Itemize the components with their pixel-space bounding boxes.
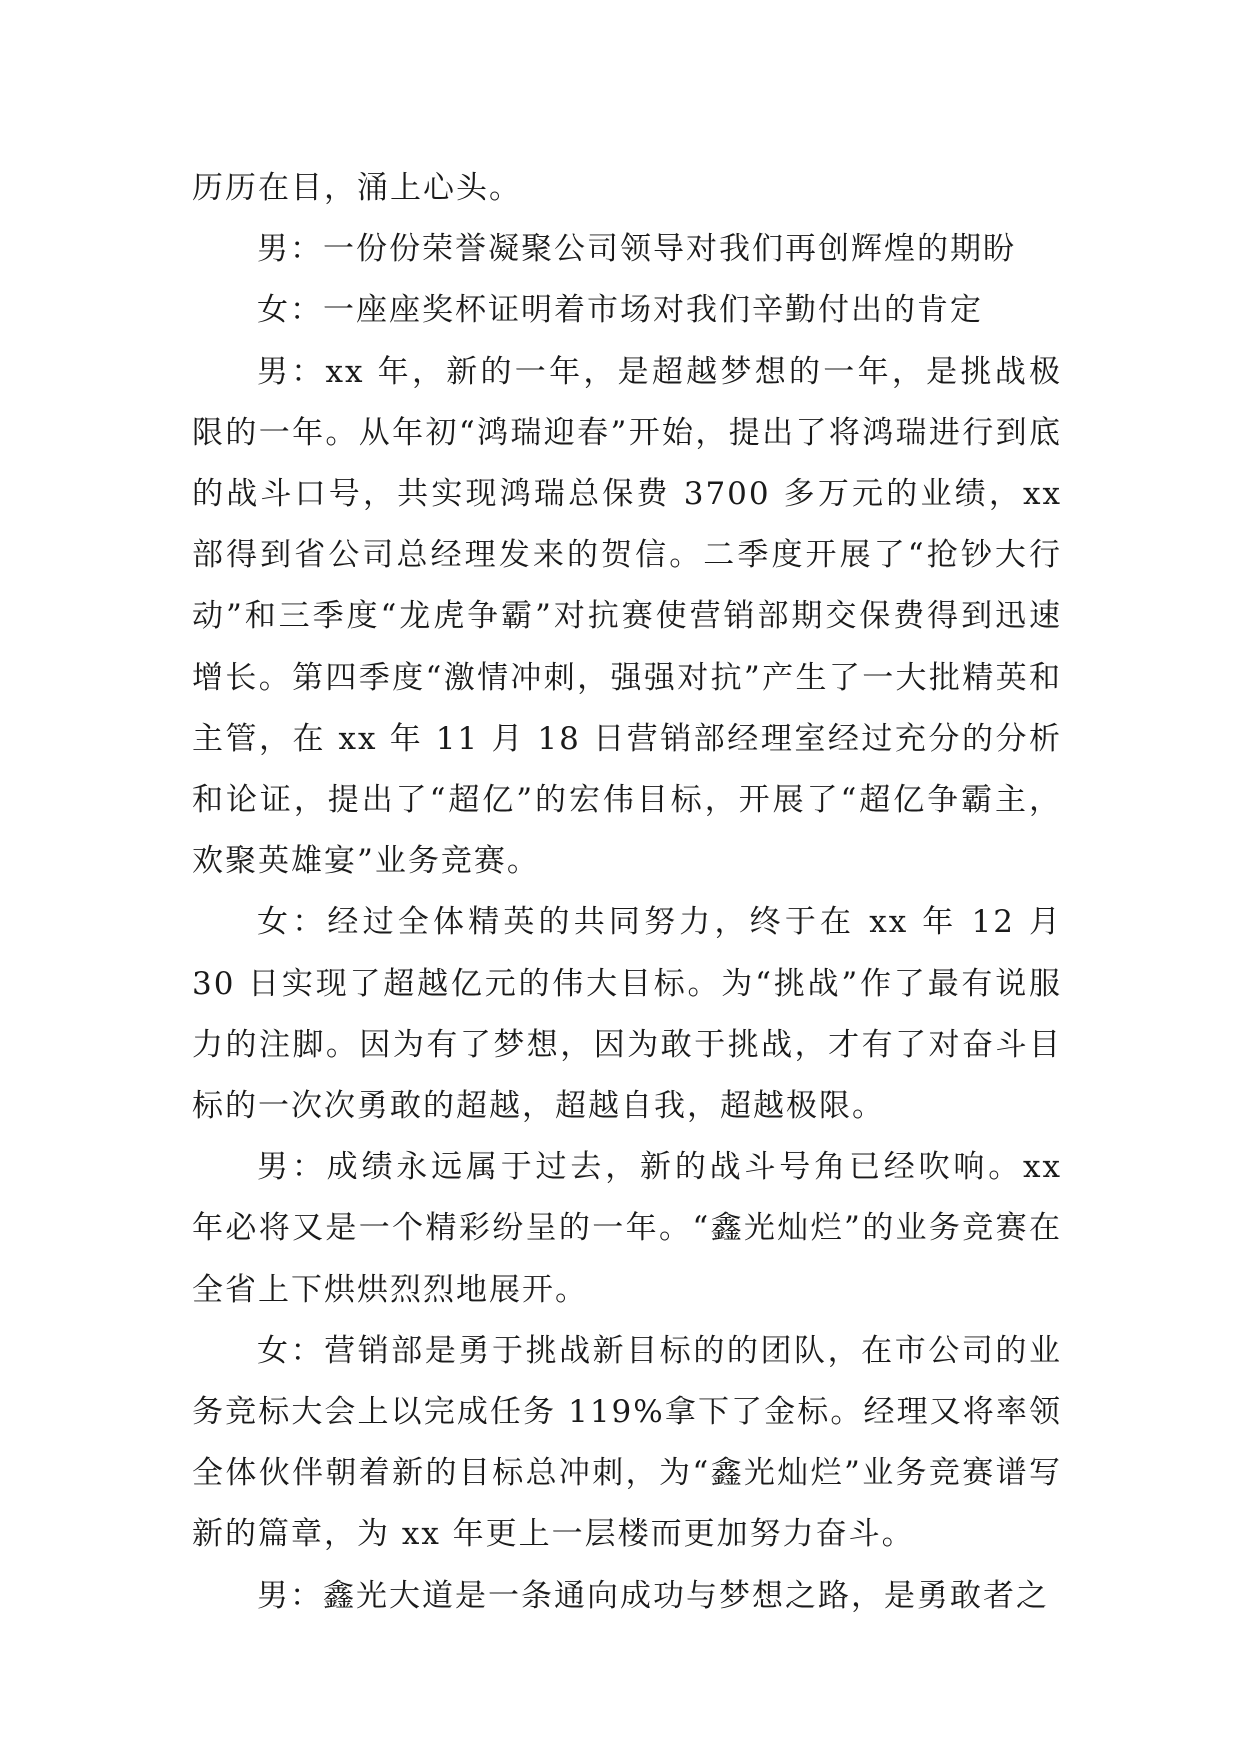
paragraph-continuation: 历历在目，涌上心头。 [192, 170, 522, 206]
paragraph-female-goal: 女：经过全体精英的共同努力，终于在 xx 年 12 月 30 日实现了超越亿元的伟大目标。为“挑战”作了最有说服力的注脚。因为有了梦想，因为敢于挑战，才有了对奋斗目标的一次次勇敢的超越，超越自我，超越极限。 [192, 904, 1074, 1125]
paragraph-male-honor: 男：一份份荣誉凝聚公司领导对我们再创辉煌的期盼 [257, 231, 1016, 268]
document-body [192, 158, 1074, 1627]
paragraph-male-avenue: 男：鑫光大道是一条通向成功与梦想之路，是勇敢者之 [257, 1577, 1049, 1614]
paragraph-female-team: 女：营销部是勇于挑战新目标的的团队，在市公司的业务竞标大会上以完成任务 119%拿下了金标。经理又将率领全体伙伴朝着新的目标总冲刺，为“鑫光灿烂”业务竞赛谱写新的篇章，为 xx 年更上一层楼而更加努力奋斗。 [192, 1332, 1062, 1553]
paragraph-male-new-year: 男：xx 年，新的一年，是超越梦想的一年，是挑战极限的一年。从年初“鸿瑞迎春”开始，提出了将鸿瑞进行到底的战斗口号，共实现鸿瑞总保费 3700 多万元的业绩，xx 部得到省公司总经理发来的贺信。二季度开展了“抢钞大行动”和三季度“龙虎争霸”对抗赛使营销部期交保费得到迅速增长。第四季度“激情冲刺，强强对抗”产生了一大批精英和主管，在 xx 年 11 月 18 日营销部经理室经过充分的分析和论证，提出了“超亿”的宏伟目标，开展了“超亿争霸主，欢聚英雄宴”业务竞赛。 [192, 353, 1074, 880]
paragraph-male-achievement: 男：成绩永远属于过去，新的战斗号角已经吹响。xx 年必将又是一个精彩纷呈的一年。“鑫光灿烂”的业务竞赛在全省上下烘烘烈烈地展开。 [192, 1149, 1074, 1308]
paragraph-female-trophy: 女：一座座奖杯证明着市场对我们辛勤付出的肯定 [257, 292, 983, 329]
